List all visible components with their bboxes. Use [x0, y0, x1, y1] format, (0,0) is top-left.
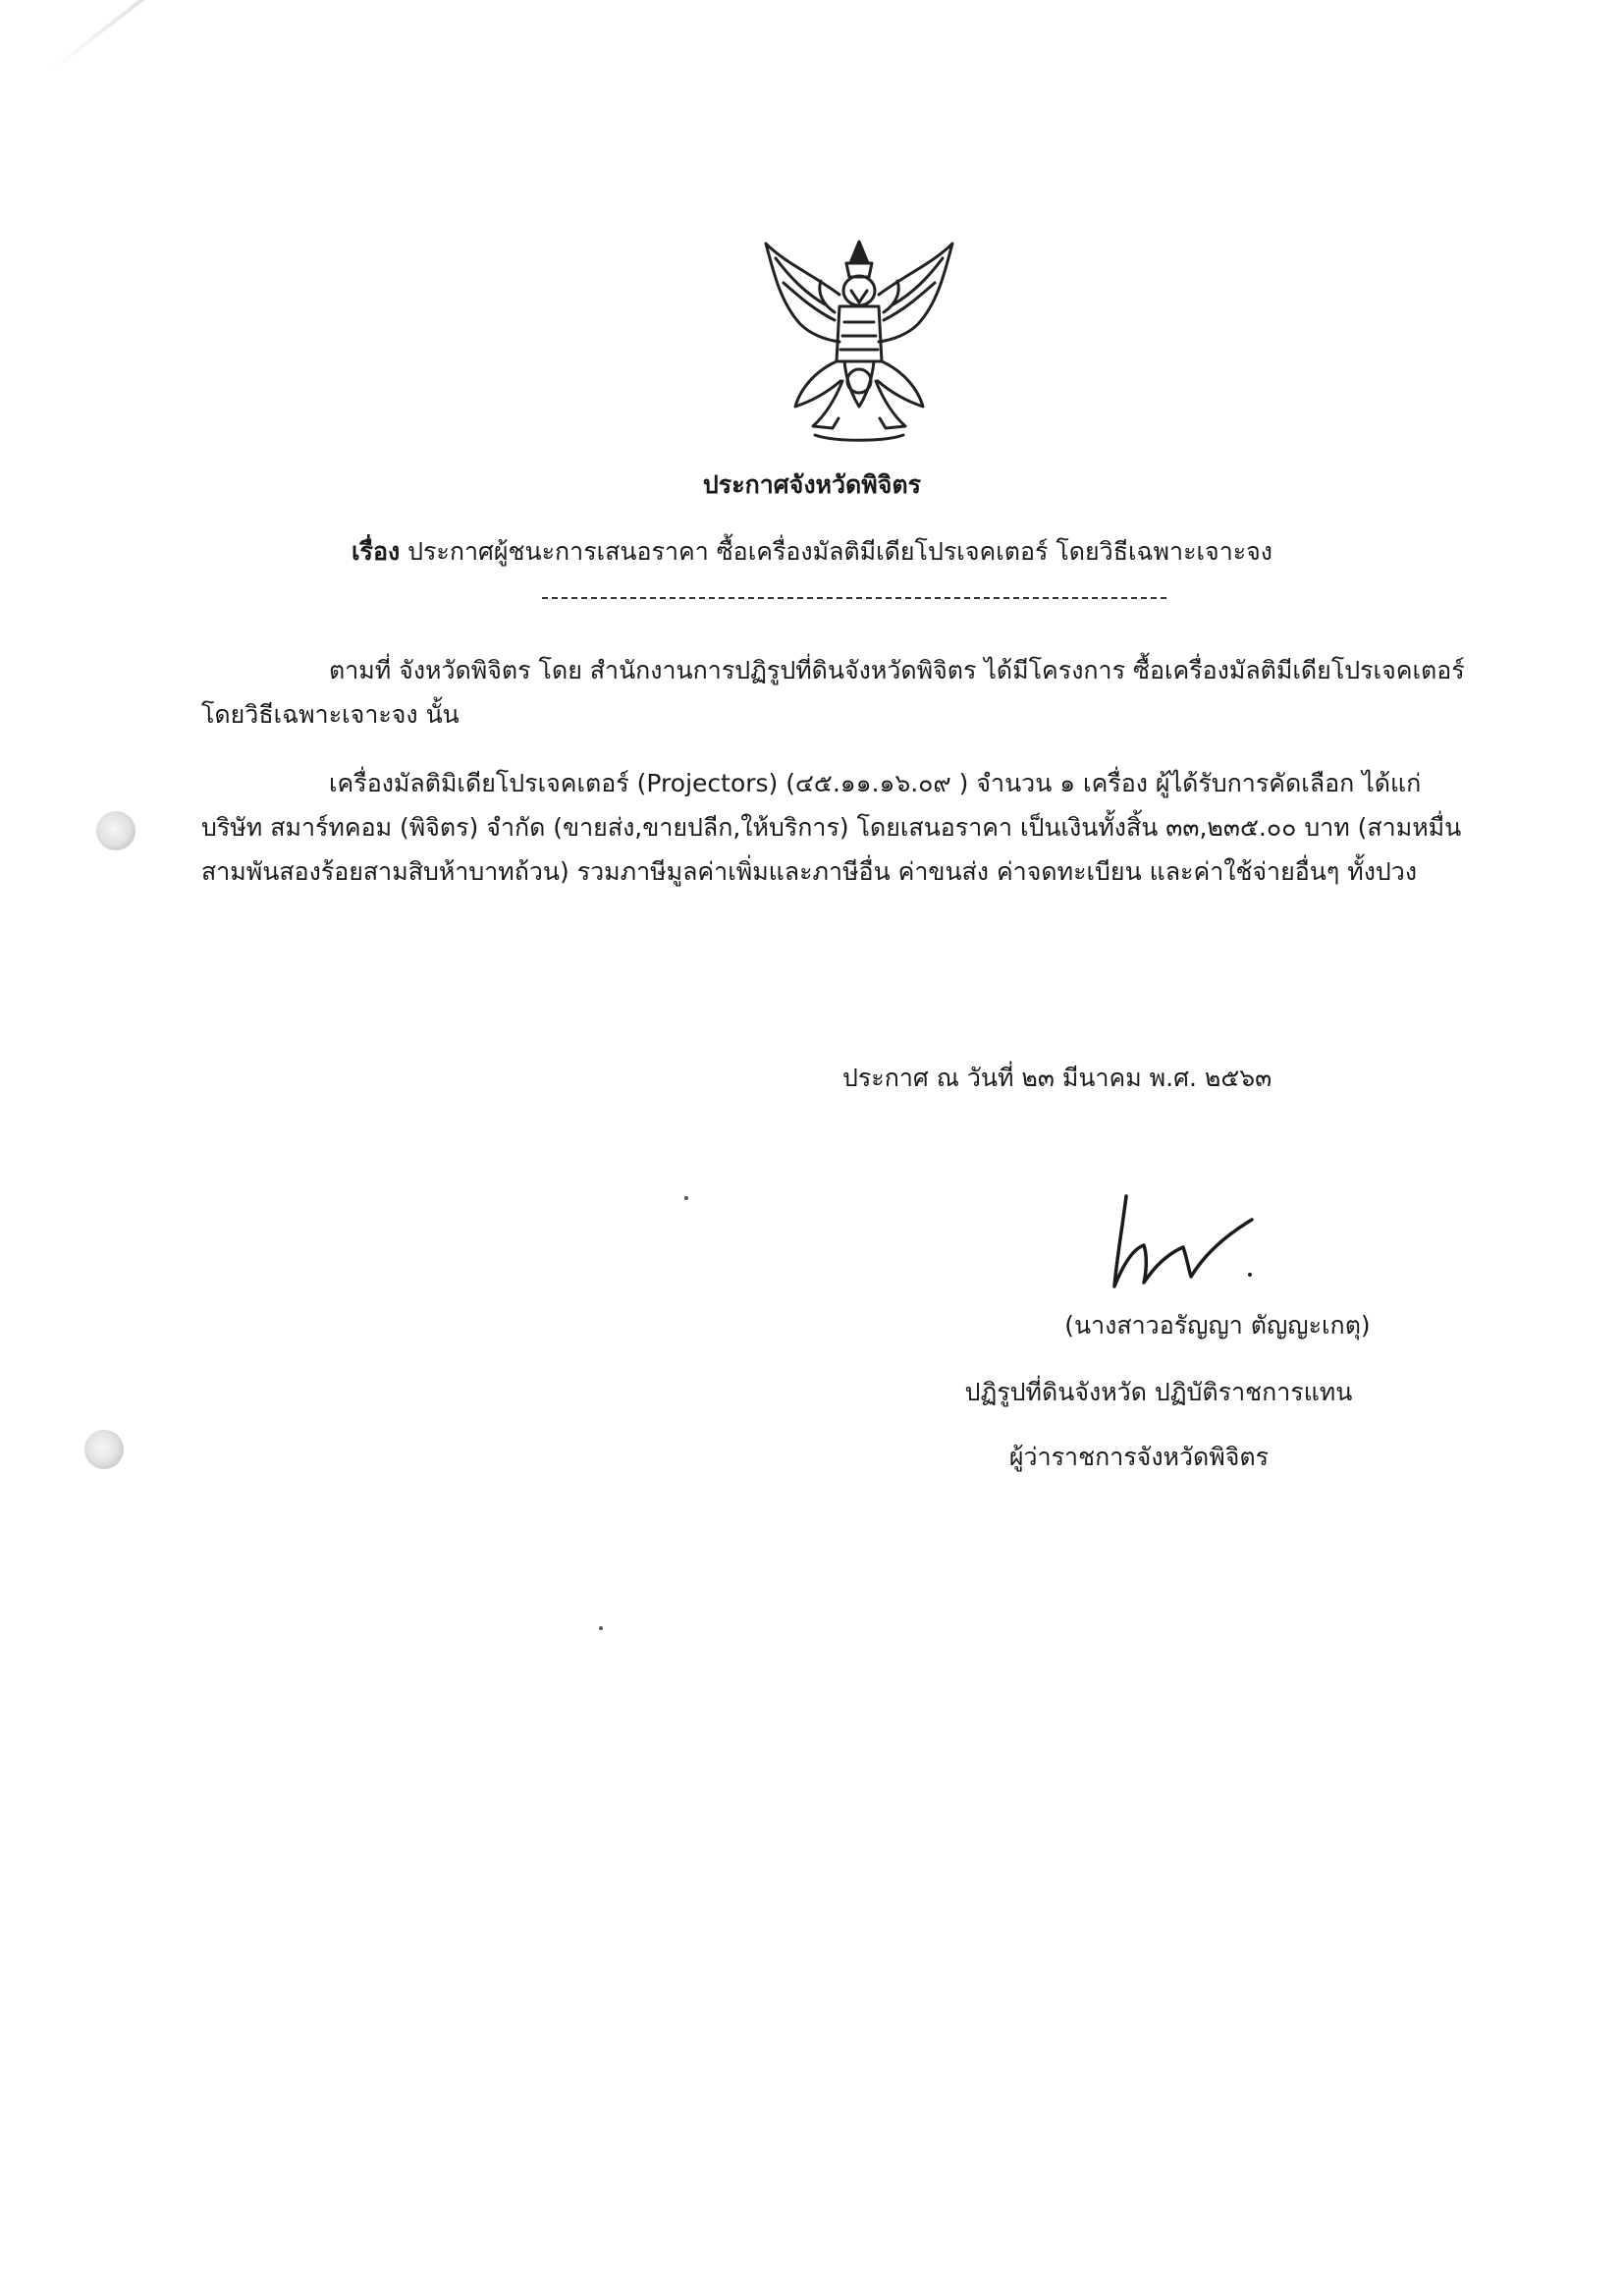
- punch-hole: [96, 811, 135, 850]
- scan-speck: [684, 1196, 688, 1200]
- paragraph-1-text: ตามที่ จังหวัดพิจิตร โดย สำนักงานการปฏิรูปที่ดินจังหวัดพิจิตร ได้มีโครงการ ซื้อเครื่องมัลติมีเดียโปรเจคเตอร์ โดยวิธีเฉพาะเจาะจง นั้น: [201, 656, 1465, 729]
- garuda-emblem-icon: [756, 234, 962, 450]
- subject-label: เรื่อง: [351, 537, 401, 566]
- scan-speck: [599, 1626, 603, 1630]
- announcement-date: ประกาศ ณ วันที่ ๒๓ มีนาคม พ.ศ. ๒๕๖๓: [842, 1064, 1272, 1092]
- signatory-name: (นางสาวอรัญญา ตัญญะเกตุ): [1064, 1311, 1371, 1339]
- punch-hole: [84, 1430, 124, 1469]
- handwritten-signature: [1105, 1188, 1262, 1296]
- agency-title: ประกาศจังหวัดพิจิตร: [702, 470, 922, 499]
- subject-line: [0, 532, 1624, 572]
- paragraph-2-text: เครื่องมัลติมิเดียโปรเจคเตอร์ (Projectors) (๔๕.๑๑.๑๖.๐๙ ) จำนวน ๑ เครื่อง ผู้ได้รับการคัดเลือก ได้แก่ บริษัท สมาร์ทคอม (พิจิตร) จำกัด (ขายส่ง,ขายปลีก,ให้บริการ) โดยเสนอราคา เป็นเงินทั้งสิ้น ๓๓,๒๓๕.๐๐ บาท (สามหมื่นสามพันสองร้อยสามสิบห้าบาทถ้วน) รวมภาษีมูลค่าเพิ่มและภาษีอื่น ค่าขนส่ง ค่าจดทะเบียน และค่าใช้จ่ายอื่นๆ ทั้งปวง: [201, 769, 1462, 886]
- signatory-position-line-1: ปฏิรูปที่ดินจังหวัด ปฏิบัติราชการแทน: [964, 1378, 1353, 1406]
- signatory-position-line-2: ผู้ว่าราชการจังหวัดพิจิตร: [1008, 1443, 1270, 1471]
- body-paragraph-2: [201, 761, 1478, 894]
- dashed-divider: [542, 597, 1166, 599]
- body-paragraph-1: [201, 648, 1478, 737]
- subject-text: ประกาศผู้ชนะการเสนอราคา ซื้อเครื่องมัลติมีเดียโปรเจคเตอร์ โดยวิธีเฉพาะเจาะจง: [407, 537, 1273, 566]
- scan-artifact-line: [50, 0, 253, 73]
